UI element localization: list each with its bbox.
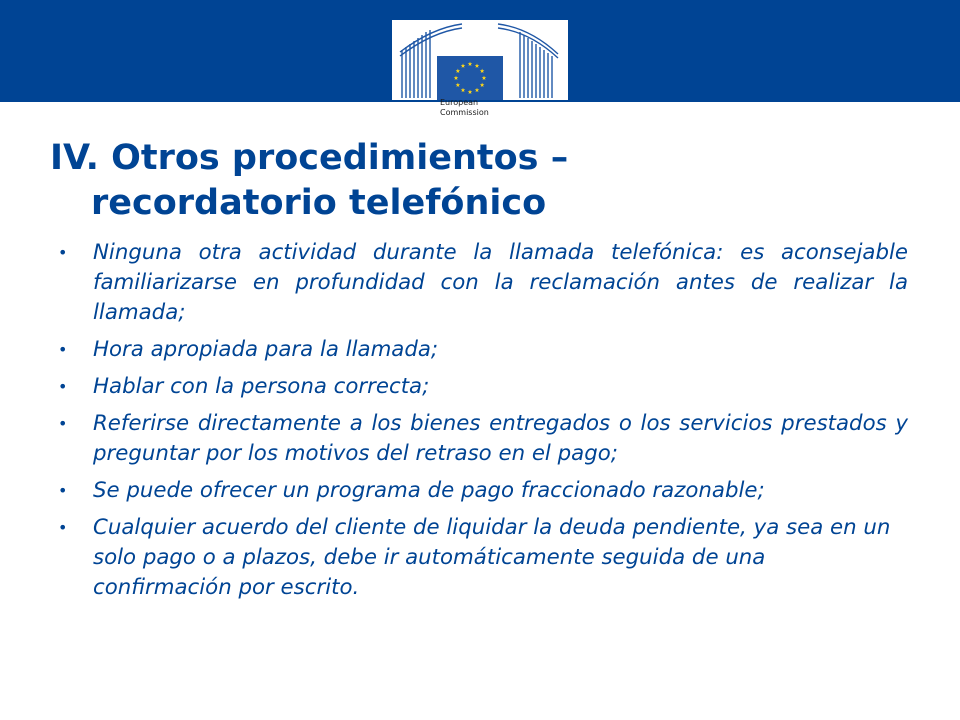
bullet-text: Se puede ofrecer un programa de pago fraccionado razonable;: [93, 478, 765, 503]
bullet-item: [58, 409, 908, 469]
bullet-text: Hora apropiada para la llamada;: [93, 337, 439, 362]
bullet-item: [58, 335, 908, 365]
bullet-item: [58, 513, 908, 603]
bullet-marker: •: [58, 414, 68, 433]
european-commission-logo: [392, 20, 568, 132]
bullet-marker: •: [58, 340, 68, 359]
slide-title-line2: recordatorio telefónico: [91, 183, 547, 223]
logo-caption: [440, 98, 520, 118]
bullet-text: Hablar con la persona correcta;: [93, 374, 430, 399]
bullet-text: Referirse directamente a los bienes entregados o los servicios prestados y preguntar por los motivos del retraso en el pago;: [93, 411, 908, 466]
bullet-text: Cualquier acuerdo del cliente de liquidar la deuda pendiente, ya sea en un solo pago o a plazos, debe ir automáticamente seguida de una confirmación por escrito.: [93, 515, 891, 600]
bullet-item: [58, 372, 908, 402]
bullet-marker: •: [58, 243, 68, 262]
bullet-marker: •: [58, 518, 68, 537]
bullet-marker: •: [58, 481, 68, 500]
slide-title-line1: IV. Otros procedimientos –: [50, 138, 569, 178]
logo-caption-line2: Commission: [440, 108, 489, 117]
bullet-item: [58, 476, 908, 506]
eu-commission-building-icon: [392, 20, 568, 100]
bullet-item: [58, 238, 908, 328]
logo-caption-line1: European: [440, 98, 479, 107]
bullet-list: [58, 238, 908, 610]
slide-title: [50, 136, 910, 226]
bullet-marker: •: [58, 377, 68, 396]
bullet-text: Ninguna otra actividad durante la llamada telefónica: es aconsejable familiarizarse en profundidad con la reclamación antes de realizar la llamada;: [93, 240, 908, 325]
